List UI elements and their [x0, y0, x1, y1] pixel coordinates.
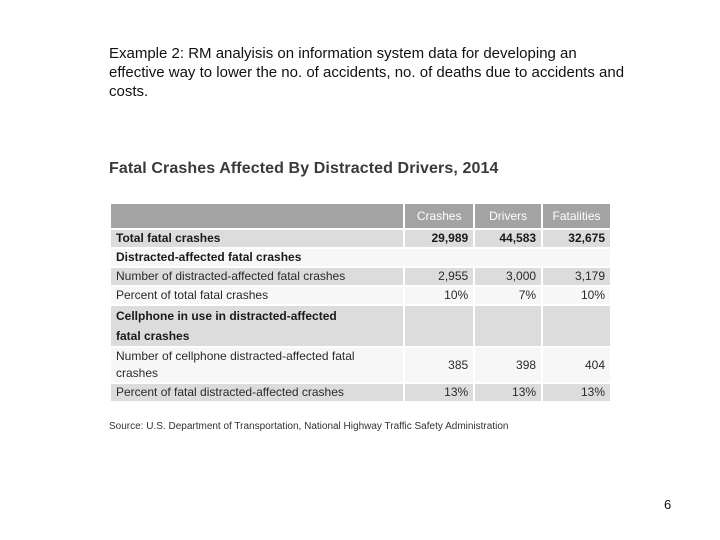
table-row — [110, 347, 611, 383]
cell-drivers: 3,000 — [474, 267, 542, 286]
cell-drivers: 7% — [474, 286, 542, 305]
cell-drivers: 44,583 — [474, 229, 542, 248]
cell-fatalities: 404 — [542, 347, 611, 383]
source-note: Source: U.S. Department of Transportation, National Highway Traffic Safety Administration — [109, 421, 509, 432]
cell-fatalities: 10% — [542, 286, 611, 305]
empty-cell — [542, 305, 611, 347]
cell-crashes: 10% — [404, 286, 474, 305]
cell-crashes: 2,955 — [404, 267, 474, 286]
empty-cell — [474, 305, 542, 347]
section-label-line1: Cellphone in use in distracted-affected — [116, 309, 337, 323]
row-label: Total fatal crashes — [110, 229, 404, 248]
section-label: Distracted-affected fatal crashes — [110, 248, 611, 267]
table-row — [110, 383, 611, 402]
cell-fatalities: 13% — [542, 383, 611, 402]
row-label: Number of distracted-affected fatal crashes — [110, 267, 404, 286]
header-fatalities: Fatalities — [542, 203, 611, 229]
cell-drivers: 13% — [474, 383, 542, 402]
table-row — [110, 229, 611, 248]
header-drivers: Drivers — [474, 203, 542, 229]
table-row — [110, 286, 611, 305]
empty-cell — [404, 305, 474, 347]
header-blank — [110, 203, 404, 229]
table-title: Fatal Crashes Affected By Distracted Drivers, 2014 — [109, 160, 499, 177]
cell-fatalities: 32,675 — [542, 229, 611, 248]
table-row — [110, 267, 611, 286]
row-label: Number of cellphone distracted-affected fatal crashes — [110, 347, 404, 383]
table-section-row — [110, 305, 611, 347]
cell-fatalities: 3,179 — [542, 267, 611, 286]
page-number: 6 — [664, 497, 672, 512]
row-label: Percent of total fatal crashes — [110, 286, 404, 305]
header-crashes: Crashes — [404, 203, 474, 229]
cell-drivers: 398 — [474, 347, 542, 383]
cell-crashes: 29,989 — [404, 229, 474, 248]
cell-crashes: 13% — [404, 383, 474, 402]
fatal-crashes-table — [109, 202, 612, 403]
table-section-row — [110, 248, 611, 267]
section-label — [110, 305, 404, 347]
cell-crashes: 385 — [404, 347, 474, 383]
row-label: Percent of fatal distracted-affected crashes — [110, 383, 404, 402]
table-header-row — [110, 203, 611, 229]
section-label-line2: fatal crashes — [116, 329, 190, 343]
intro-text: Example 2: RM analyisis on information system data for developing an effective way to lower the no. of accidents, no. of deaths due to accidents and costs. — [109, 45, 625, 100]
